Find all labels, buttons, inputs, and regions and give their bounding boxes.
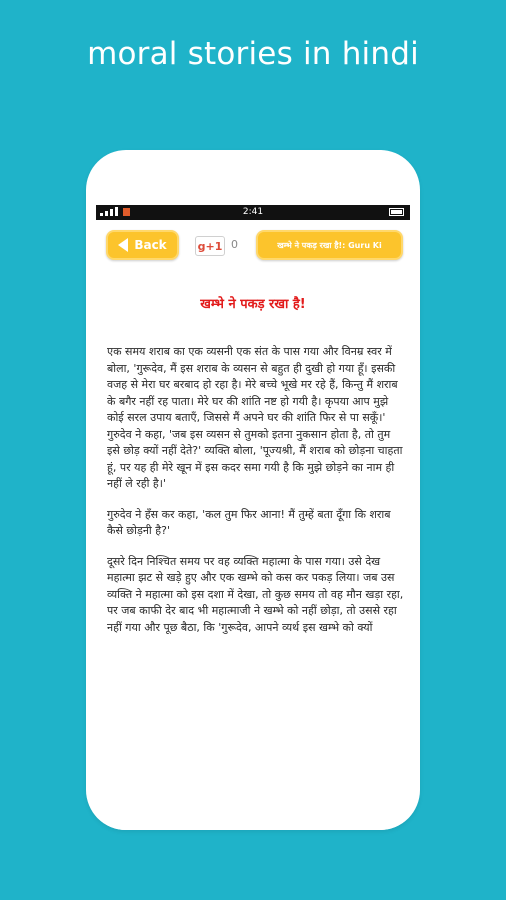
back-button[interactable] — [106, 230, 179, 260]
story-paragraph: एक समय शराब का एक व्यसनी एक संत के पास गया और विनम्र स्वर में बोला, 'गुरूदेव, मैं इस शराब के व्यसन से बहुत ही दुखी हो गया हूँ। इसकी वजह से मेरा घर बरबाद हो रहा है। मेरे बच्चे भूखे मर रहे हैं, किन्तु मैं शराब के बगैर नहीं रह पाता। मेरे घर की शांति नष्ट हो गयी है। कृपया आप मुझे कोई सरल उपाय बताएँ, जिससे मैं अपने घर की शांति फिर से पा सकूँ।' गुरुदेव ने कहा, 'जब इस व्यसन से तुमको इतना नुकसान होता है, तो तुम इसे छोड़ क्यों नहीं देते?' व्यक्ति बोला, 'पूज्यश्री, मैं शराब को छोड़ना चाहता हूं, पर यह ही मेरे खून में इस कदर समा गयी है कि मुझे छोड़ने का नाम ही नहीं ले रही है।' — [107, 345, 403, 490]
story-paragraph: गुरुदेव ने हँस कर कहा, 'कल तुम फिर आना! मैं तुम्हें बता दूँगा कि शराब कैसे छोड़नी है?' — [107, 507, 391, 537]
story-paragraph: दूसरे दिन निश्चित समय पर वह व्यक्ति महात्मा के पास गया। उसे देख महात्मा झट से खड़े हुए और एक खम्भे को कस कर पकड़ लिया। जब उस व्यक्ति ने महात्मा को इस दशा में देखा, तो कुछ समय तो वह मौन खड़ा रहा, पर जब काफी देर बाद भी महात्माजी ने खम्भे को नहीं छोड़ा, तो उससे रहा नहीं गया और पूछ बैठा, कि 'गुरूदेव, आपने व्यर्थ इस खम्भे को क्यों — [107, 554, 404, 634]
back-button-label: Back — [134, 238, 167, 252]
story-title-button-label: खम्भे ने पकड़ रखा है!: Guru Ki — [277, 240, 382, 250]
status-time: 2:41 — [242, 207, 264, 217]
app-toolbar — [96, 220, 410, 268]
story-title: खम्भे ने पकड़ रखा है! — [200, 297, 306, 312]
status-bar — [96, 205, 410, 220]
google-plus-button[interactable] — [195, 236, 225, 256]
battery-icon — [389, 208, 404, 216]
google-plus-label: g+1 — [197, 239, 223, 253]
app-screen — [96, 205, 410, 830]
promo-title: moral stories in hindi — [87, 36, 419, 72]
phone-frame — [86, 150, 420, 830]
google-plus-count: 0 — [231, 238, 238, 251]
story-title-button[interactable] — [256, 230, 403, 260]
back-arrow-icon — [118, 238, 128, 252]
story-body — [96, 344, 410, 636]
